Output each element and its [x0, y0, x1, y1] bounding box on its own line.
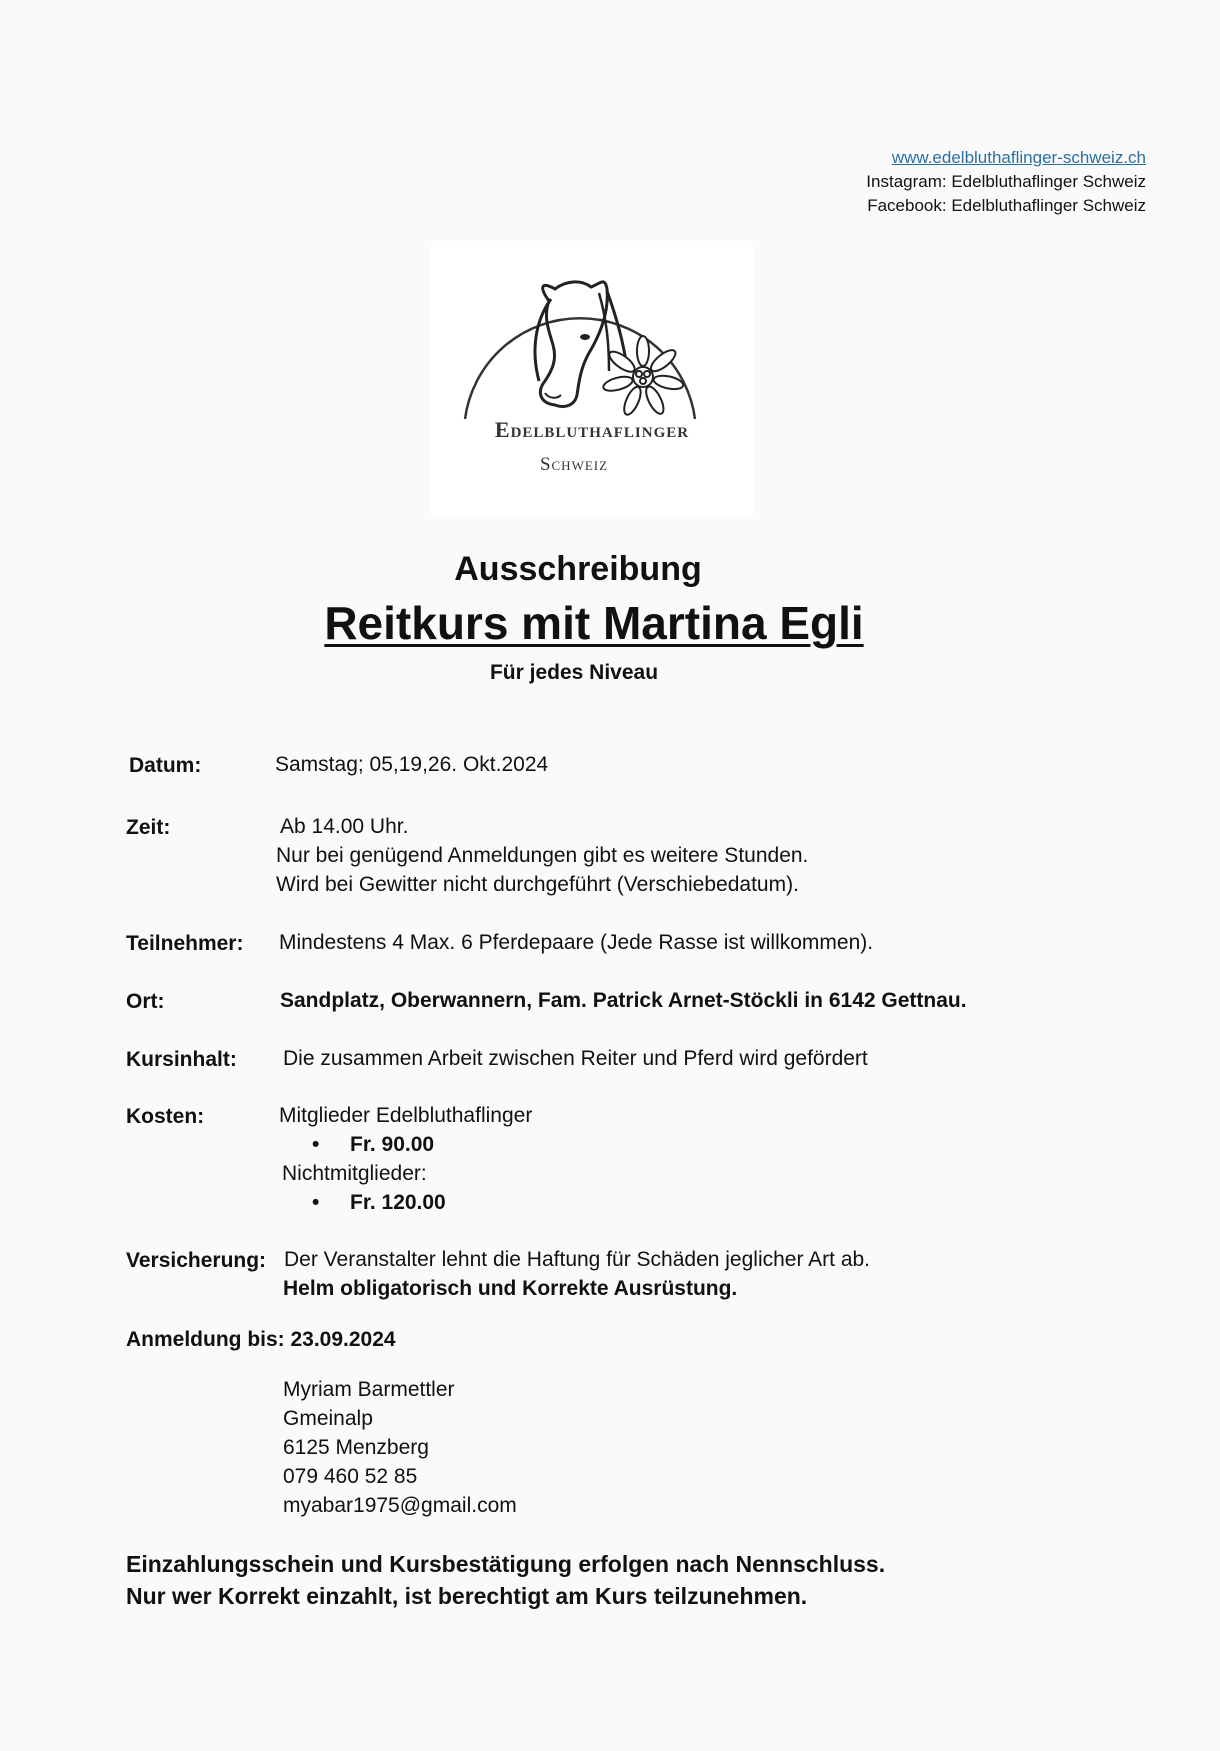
- logo-line1: Edelbluthaflinger: [494, 417, 690, 442]
- header-contact: [866, 146, 1146, 218]
- logo: [431, 241, 753, 517]
- website-link[interactable]: www.edelbluthaflinger-schweiz.ch: [891, 148, 1146, 167]
- kursinhalt-value: Die zusammen Arbeit zwischen Reiter und Pferd wird gefördert: [283, 1047, 868, 1070]
- contact-name: Myriam Barmettler: [283, 1378, 455, 1401]
- title-small: Ausschreibung: [454, 550, 702, 588]
- contact-city: 6125 Menzberg: [283, 1436, 429, 1459]
- anmeldung-deadline: Anmeldung bis: 23.09.2024: [126, 1328, 396, 1351]
- zeit-line-2: Nur bei genügend Anmeldungen gibt es weitere Stunden.: [276, 844, 809, 867]
- datum-label: Datum:: [129, 754, 202, 777]
- zeit-line-1: Ab 14.00 Uhr.: [280, 815, 409, 838]
- footer-note: [126, 1548, 885, 1612]
- kursinhalt-label: Kursinhalt:: [126, 1048, 237, 1071]
- footer-line-2: Nur wer Korrekt einzahlt, ist berechtigt am Kurs teilzunehmen.: [126, 1583, 808, 1609]
- kosten-members: Mitglieder Edelbluthaflinger: [279, 1104, 533, 1127]
- kosten-nonmembers-price-item: [312, 1191, 612, 1219]
- footer-line-1: Einzahlungsschein und Kursbestätigung erfolgen nach Nennschluss.: [126, 1551, 886, 1577]
- kosten-nonmembers: Nichtmitglieder:: [282, 1162, 427, 1185]
- versicherung-note: Helm obligatorisch und Korrekte Ausrüstung.: [283, 1277, 738, 1300]
- ort-label: Ort:: [126, 990, 165, 1013]
- kosten-members-price-item: [312, 1133, 612, 1161]
- page-title: Reitkurs mit Martina Egli: [324, 597, 864, 649]
- contact-email: myabar1975@gmail.com: [283, 1494, 517, 1517]
- kosten-nonmembers-price: Fr. 120.00: [350, 1191, 446, 1214]
- bullet-icon: •: [312, 1133, 320, 1156]
- logo-line2: Schweiz: [539, 454, 609, 475]
- teilnehmer-label: Teilnehmer:: [126, 932, 244, 955]
- kosten-members-price: Fr. 90.00: [350, 1133, 435, 1156]
- teilnehmer-value: Mindestens 4 Max. 6 Pferdepaare (Jede Rasse ist willkommen).: [279, 931, 874, 954]
- subtitle: Für jedes Niveau: [489, 661, 659, 684]
- versicherung-label: Versicherung:: [126, 1249, 267, 1272]
- versicherung-value: Der Veranstalter lehnt die Haftung für Schäden jeglicher Art ab.: [284, 1248, 871, 1271]
- zeit-line-3: Wird bei Gewitter nicht durchgeführt (Verschiebedatum).: [276, 873, 799, 896]
- bullet-icon: •: [312, 1191, 320, 1214]
- instagram-text: Instagram: Edelbluthaflinger Schweiz: [866, 172, 1146, 191]
- zeit-label: Zeit:: [126, 816, 171, 839]
- kosten-label: Kosten:: [126, 1105, 205, 1128]
- datum-value: Samstag; 05,19,26. Okt.2024: [275, 753, 549, 776]
- horse-logo-icon: [431, 241, 753, 517]
- contact-street: Gmeinalp: [283, 1407, 373, 1430]
- ort-value: Sandplatz, Oberwannern, Fam. Patrick Arnet-Stöckli in 6142 Gettnau.: [280, 989, 967, 1012]
- facebook-text: Facebook: Edelbluthaflinger Schweiz: [867, 196, 1146, 215]
- contact-phone: 079 460 52 85: [283, 1465, 418, 1488]
